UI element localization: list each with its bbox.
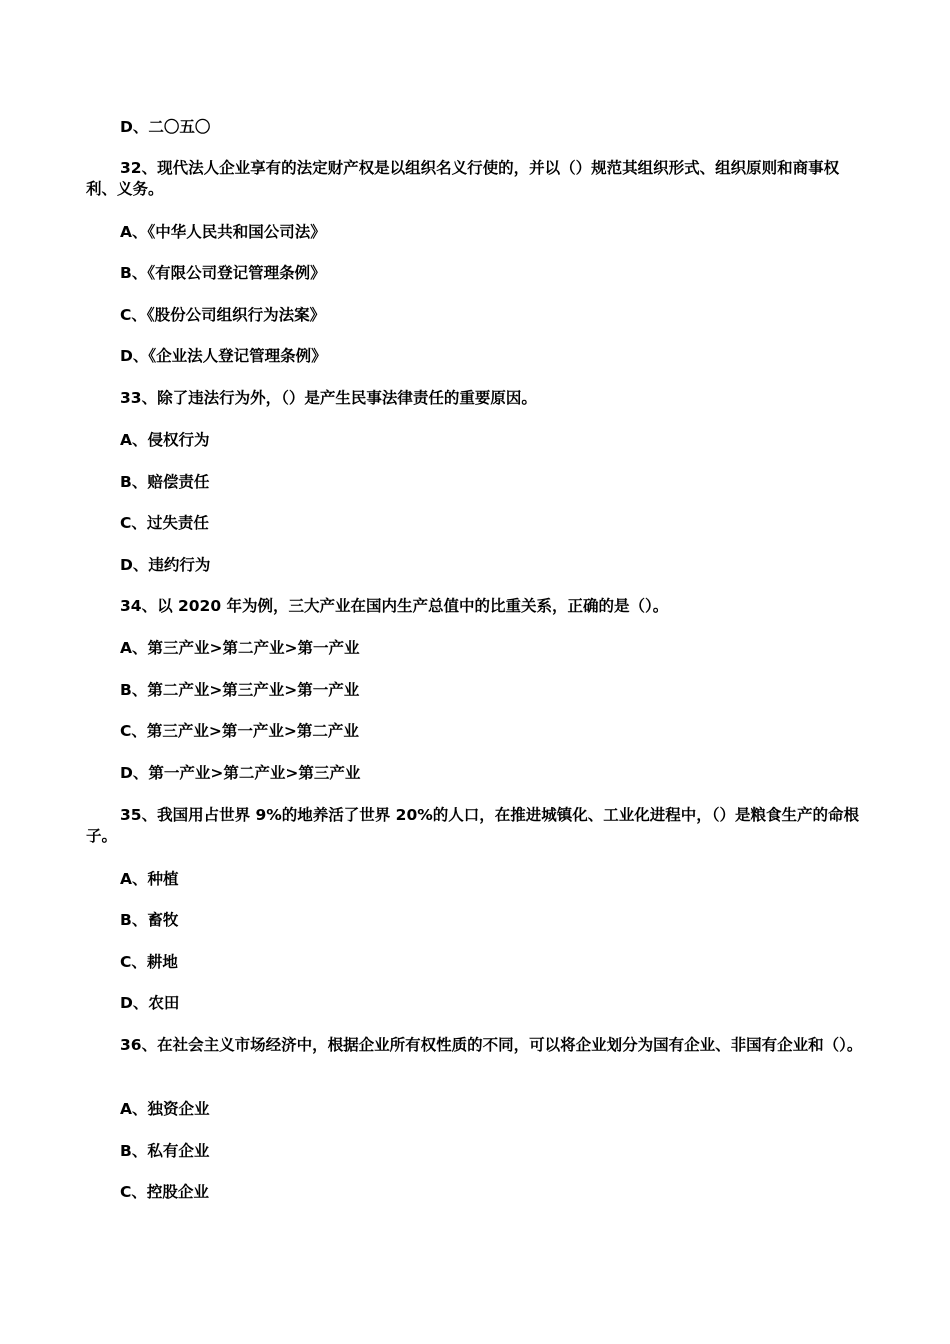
- option-line: A、种植: [120, 870, 179, 888]
- option-line: D、违约行为: [120, 556, 211, 574]
- option-line: C、《股份公司组织行为法案》: [120, 306, 326, 324]
- option-line: D、二〇五〇: [120, 118, 211, 136]
- question-34: 34、以 2020 年为例，三大产业在国内生产总值中的比重关系，正确的是（）。: [120, 597, 669, 615]
- question-35: 35、我国用占世界 9%的地养活了世界 20%的人口，在推进城镇化、工业化进程中，（）是粮食生产的命根子。: [86, 806, 860, 845]
- question-32: 32、现代法人企业享有的法定财产权是以组织名义行使的，并以（）规范其组织形式、组织原则和商事权利、义务。: [86, 159, 840, 198]
- option-line: A、侵权行为: [120, 431, 210, 449]
- option-line: A、独资企业: [120, 1100, 210, 1118]
- option-line: C、过失责任: [120, 514, 209, 532]
- option-line: D、农田: [120, 994, 180, 1012]
- option-line: C、第三产业>第一产业>第二产业: [120, 722, 359, 740]
- option-line: B、《有限公司登记管理条例》: [120, 264, 326, 282]
- question-36: 36、在社会主义市场经济中，根据企业所有权性质的不同，可以将企业划分为国有企业、非国有企业和（）。: [120, 1036, 863, 1054]
- option-line: B、赔偿责任: [120, 473, 210, 491]
- option-line: A、《中华人民共和国公司法》: [120, 223, 326, 241]
- option-line: B、畜牧: [120, 911, 179, 929]
- question-33: 33、除了违法行为外，（）是产生民事法律责任的重要原因。: [120, 389, 537, 407]
- option-line: D、《企业法人登记管理条例》: [120, 347, 327, 365]
- option-line: A、第三产业>第二产业>第一产业: [120, 639, 360, 657]
- option-line: C、耕地: [120, 953, 178, 971]
- option-line: B、第二产业>第三产业>第一产业: [120, 681, 360, 699]
- option-line: C、控股企业: [120, 1183, 209, 1201]
- option-line: B、私有企业: [120, 1142, 210, 1160]
- option-line: D、第一产业>第二产业>第三产业: [120, 764, 361, 782]
